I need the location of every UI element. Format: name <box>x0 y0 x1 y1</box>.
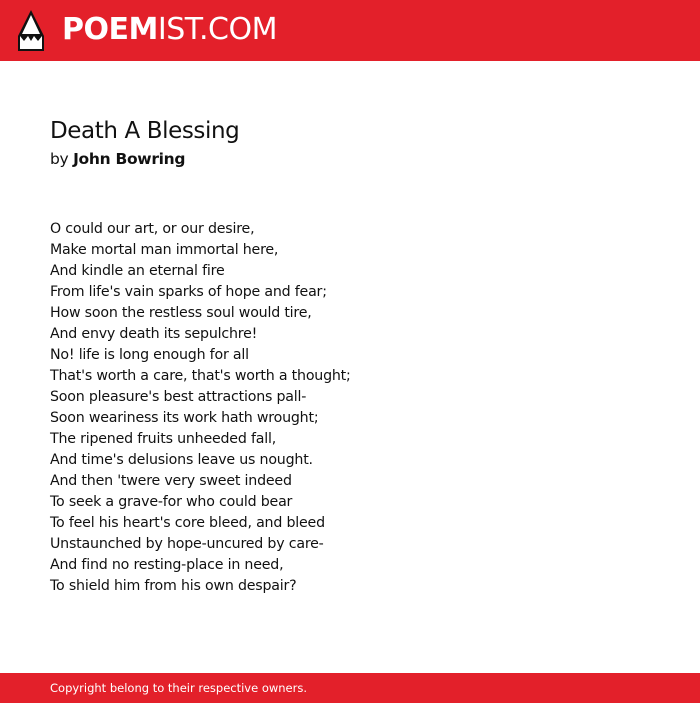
poem-line: And find no resting-place in need, <box>50 557 284 573</box>
poem-line: O could our art, or our desire, <box>50 221 255 237</box>
poem-line: And time's delusions leave us nought. <box>50 452 313 468</box>
logo-light-text: IST.COM <box>157 12 277 47</box>
poem-author: John Bowring <box>73 150 186 168</box>
poem-line: No! life is long enough for all <box>50 347 249 363</box>
pencil-tip-icon[interactable] <box>18 10 44 51</box>
poem-line: And envy death its sepulchre! <box>50 326 258 342</box>
site-footer <box>0 673 700 703</box>
poem-line: And kindle an eternal fire <box>50 263 225 279</box>
site-header <box>0 0 700 61</box>
poem-line: The ripened fruits unheeded fall, <box>50 431 277 447</box>
poem-line: How soon the restless soul would tire, <box>50 305 312 321</box>
poem-line: To feel his heart's core bleed, and bleed <box>50 515 325 531</box>
poem-line: To seek a grave-for who could bear <box>50 494 293 510</box>
by-label: by <box>50 150 69 168</box>
poem-line: To shield him from his own despair? <box>50 578 297 594</box>
copyright-text: Copyright belong to their respective owners. <box>50 681 308 695</box>
poem-line: Unstaunched by hope-uncured by care- <box>50 536 324 552</box>
poem-line: Make mortal man immortal here, <box>50 242 279 258</box>
poem-line: That's worth a care, that's worth a thought; <box>50 368 351 384</box>
site-logo[interactable] <box>62 11 277 49</box>
poem-title: Death A Blessing <box>50 118 240 144</box>
poem-line: And then 'twere very sweet indeed <box>50 473 292 489</box>
poem-line: Soon pleasure's best attractions pall- <box>50 389 307 405</box>
poem-byline <box>50 148 185 170</box>
poem-line: Soon weariness its work hath wrought; <box>50 410 319 426</box>
poem-body <box>50 219 351 597</box>
poem-line: From life's vain sparks of hope and fear; <box>50 284 327 300</box>
logo-bold-text: POEM <box>62 12 158 47</box>
